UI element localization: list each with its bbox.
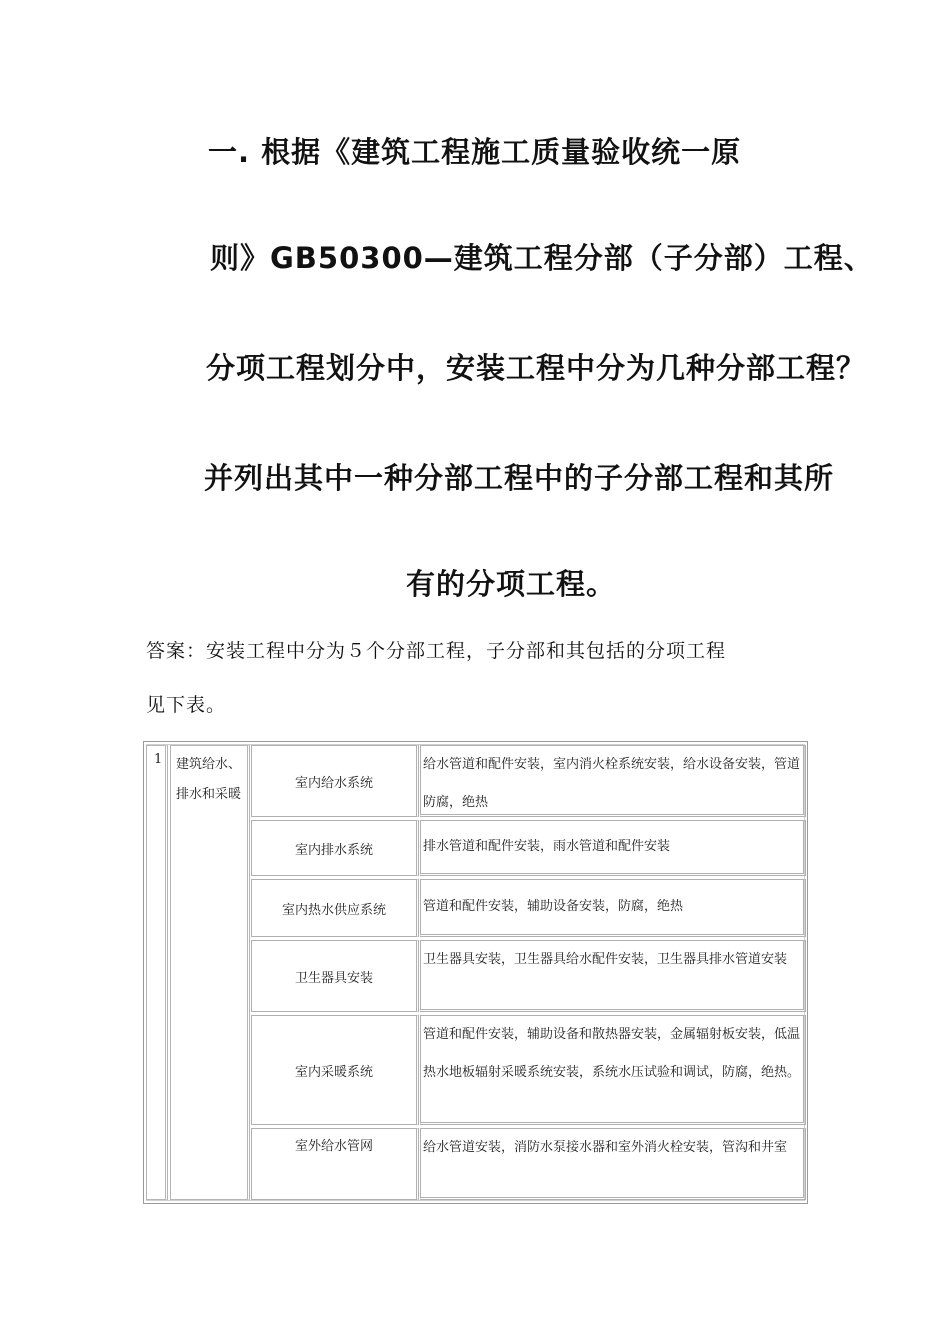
table-row-items: 管道和配件安装，辅助设备和散热器安装，金属辐射板安装，低温热水地板辐射采暖系统安装，系统水压试验和调试，防腐，绝热。: [420, 1015, 806, 1125]
table-row-sub-section: 室内给水系统: [251, 745, 419, 817]
table-row-items: 管道和配件安装，辅助设备安装，防腐，绝热: [420, 879, 806, 937]
question-heading-line-5: 有的分项工程。: [406, 567, 617, 601]
table-row-sub-section: 室内采暖系统: [251, 1015, 419, 1125]
question-heading-line-1: 一. 根据《建筑工程施工质量验收统一原: [208, 135, 742, 169]
table-row-sub-section: 卫生器具安装: [251, 940, 419, 1012]
answer-line-2: 见下表。: [146, 694, 227, 716]
category-line-1: 建筑给水、: [176, 757, 242, 772]
table-row-sub-section: 室内排水系统: [251, 820, 419, 876]
table-row-items: 排水管道和配件安装，雨水管道和配件安装: [420, 820, 806, 876]
table-row-items: 卫生器具安装，卫生器具给水配件安装，卫生器具排水管道安装: [420, 940, 806, 1012]
table-row-items: 给水管道和配件安装，室内消火栓系统安装，给水设备安装，管道防腐，绝热: [420, 745, 806, 817]
table-index-cell: 1: [146, 745, 168, 1200]
question-heading-line-2: 则》GB50300—建筑工程分部（子分部）工程、: [210, 241, 874, 275]
table-category-cell: [170, 745, 250, 1200]
table-row-items: 给水管道安装，消防水泵接水器和室外消火栓安装，管沟和井室: [420, 1128, 806, 1200]
answer-line-1: 答案：安装工程中分为５个分部工程，子分部和其包括的分项工程: [146, 640, 727, 662]
question-heading-line-3: 分项工程划分中，安装工程中分为几种分部工程？: [206, 351, 867, 385]
table-row-sub-section: 室内热水供应系统: [251, 879, 419, 937]
table-row-sub-section: 室外给水管网: [251, 1128, 419, 1200]
category-line-2: 排水和采暖: [176, 787, 242, 802]
question-heading-line-4: 并列出其中一种分部工程中的子分部工程和其所: [204, 461, 835, 495]
